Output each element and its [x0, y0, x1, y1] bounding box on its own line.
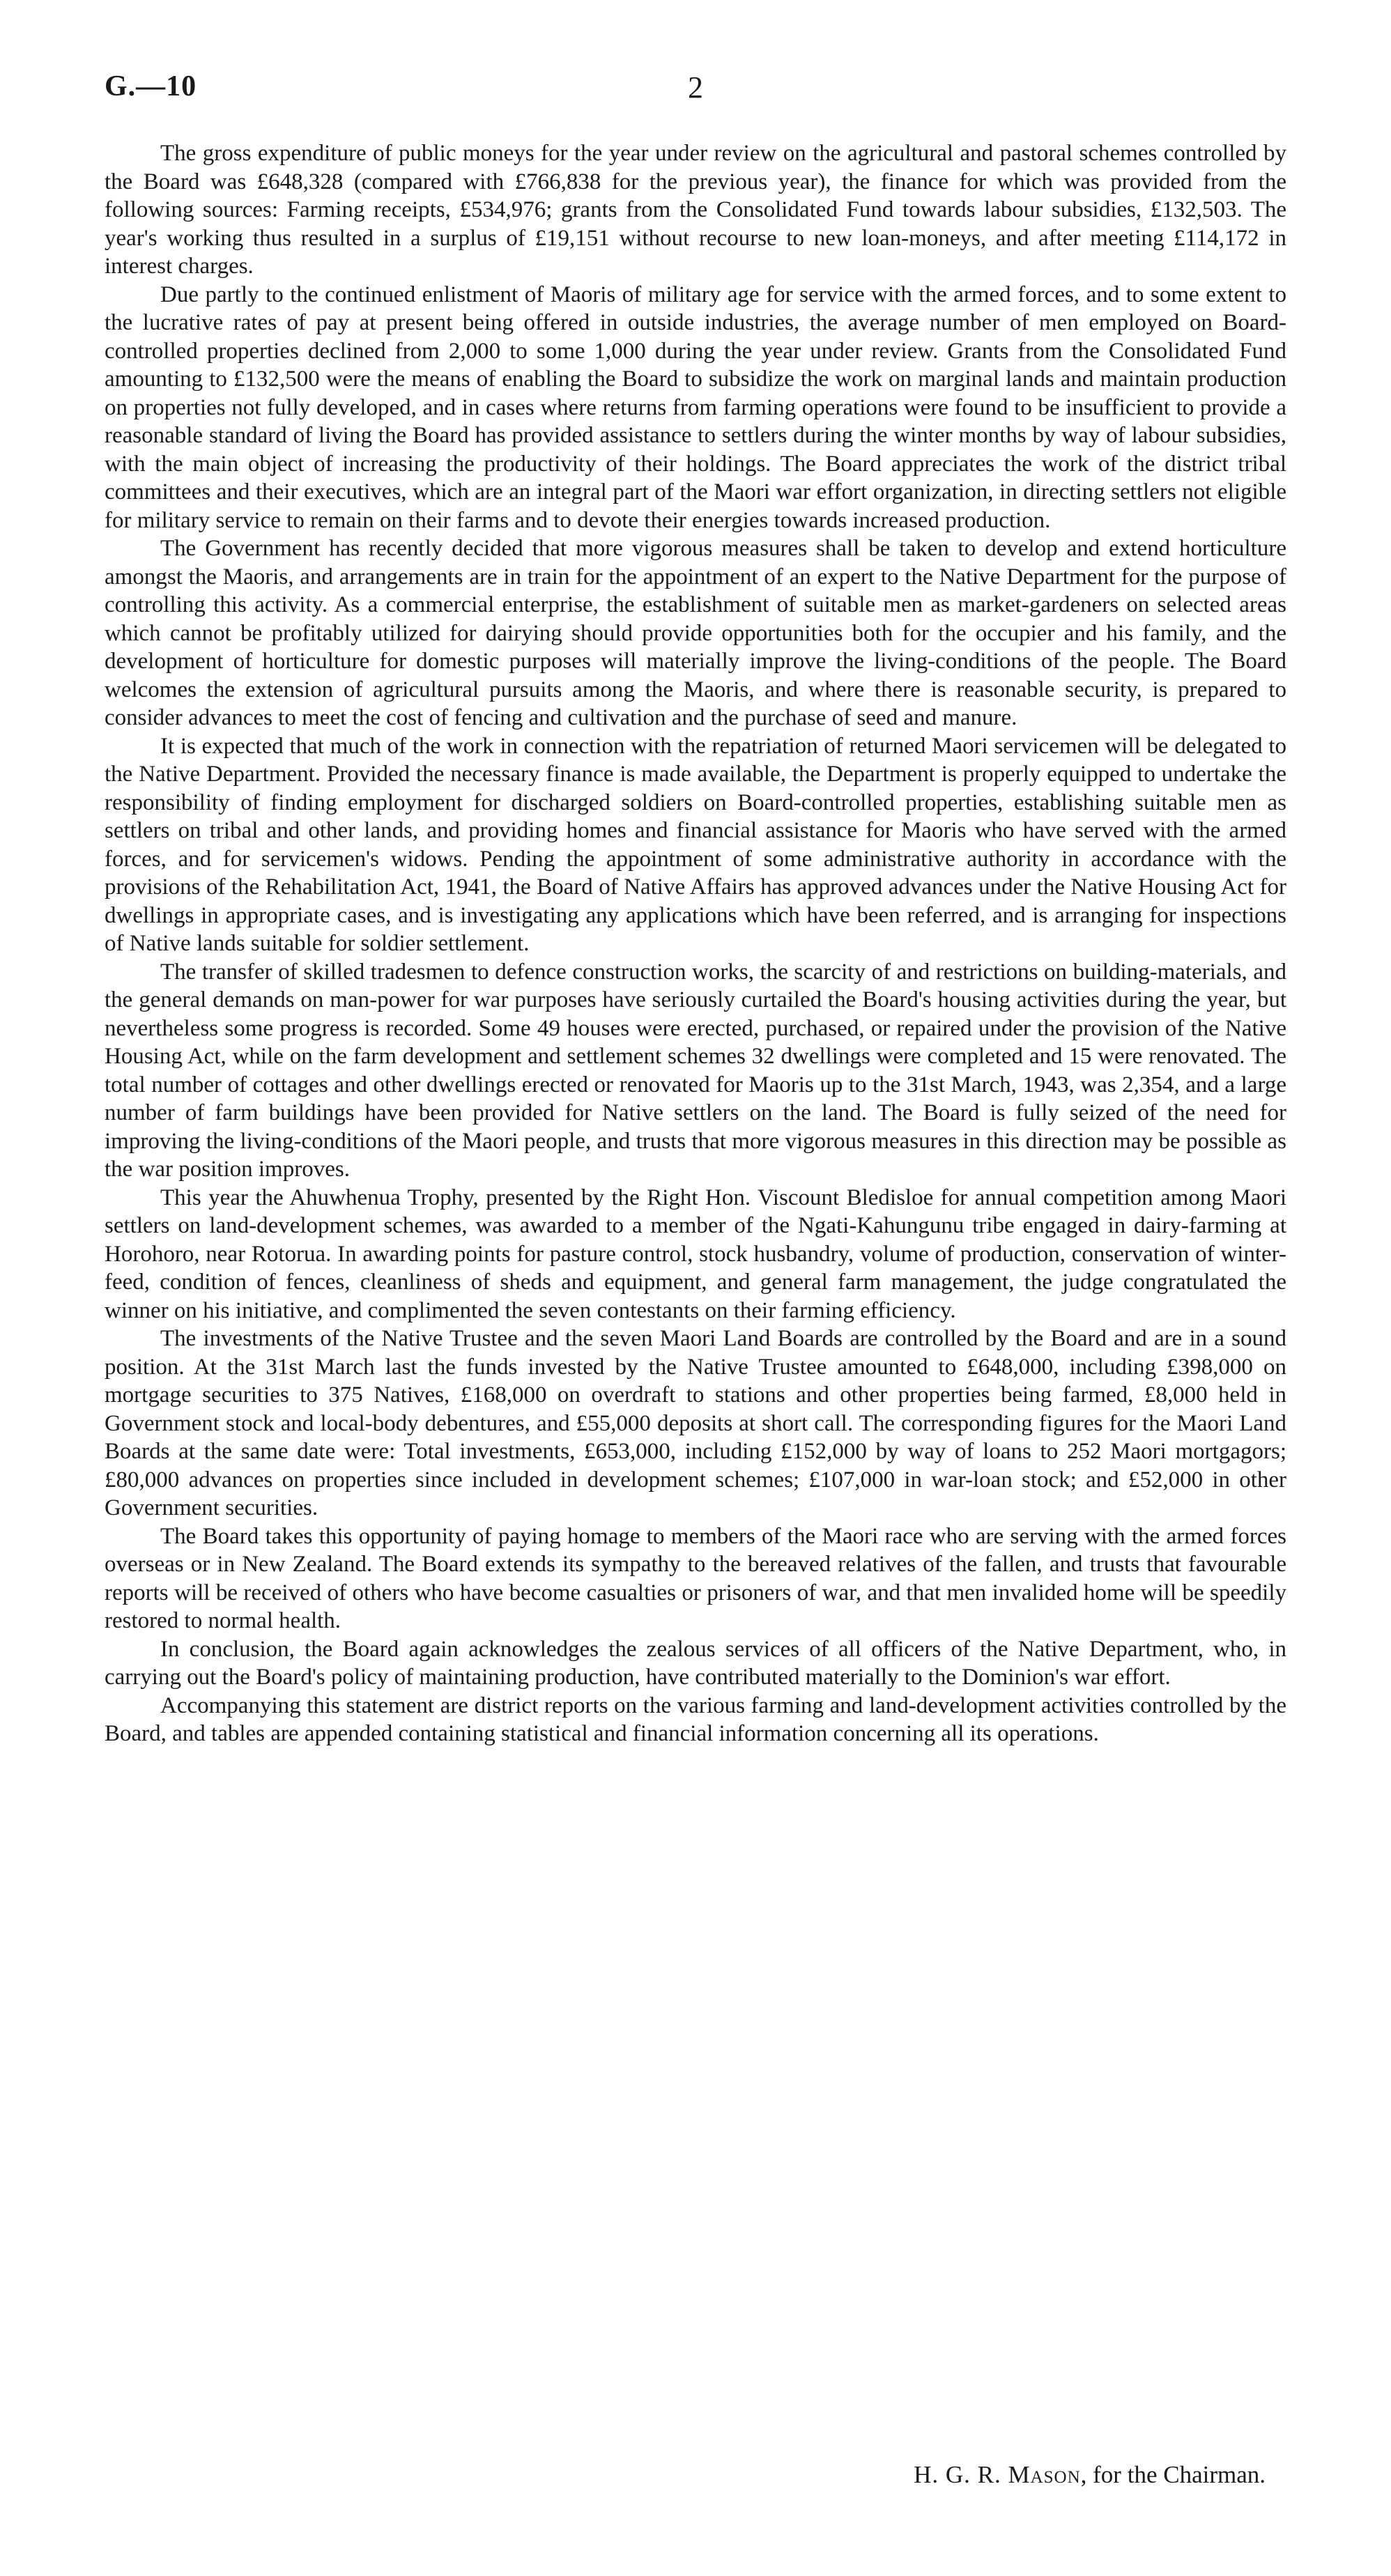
paragraph-labour: Due partly to the continued enlistment of Maoris of military age for service with the armed forces, and to some extent to the lucrative rates of pay at present being offered in outside industries, the average number of men employed on Board-controlled properties declined from 2,000 to some 1,000 during the year under review. Grants from the Consolidated Fund amounting to £132,500 were the means of enabling the Board to subsidize the work on marginal lands and maintain production on properties not fully developed, and in cases where returns from farming operations were found to be insufficient to provide a reasonable standard of living the Board has provided assistance to settlers during the winter months by way of labour subsidies, with the main object of increasing the productivity of their holdings. The Board appreciates the work of the district tribal committees and their executives, which are an integral part of the Maori war effort organization, in directing settlers not eligible for military service to remain on their farms and to devote their energies towards increased production.	[105, 281, 1286, 533]
paragraph-ahuwhenua-trophy: This year the Ahuwhenua Trophy, presented by the Right Hon. Viscount Bledisloe for annual competition among Maori settlers on land-development schemes, was awarded to a member of the Ngati-Kahungunu tribe engaged in dairy-farming at Horohoro, near Rotorua. In awarding points for pasture control, stock husbandry, volume of production, conservation of winter-feed, condition of fences, cleanliness of sheds and equipment, and general farm management, the judge congratulated the winner on his initiative, and complimented the seven contestants on their farming efficiency.	[105, 1185, 1286, 1323]
page-header	[105, 70, 1286, 111]
report-body	[105, 139, 1286, 1748]
signatory-name: H. G. R. Mason	[914, 2461, 1081, 2488]
paragraph-conclusion: In conclusion, the Board again acknowledges the zealous services of all officers of the Native Department, who, in carrying out the Board's policy of maintaining production, have contributed materially to the Dominion's war effort.	[105, 1636, 1286, 1690]
signatory-title: , for the Chairman.	[1080, 2461, 1266, 2488]
paragraph-horticulture: The Government has recently decided that more vigorous measures shall be taken to develop and extend horticulture amongst the Maoris, and arrangements are in train for the appointment of an expert to the Native Department for the purpose of controlling this activity. As a commercial enterprise, the establishment of suitable men as market-gardeners on selected areas which cannot be profitably utilized for dairying should provide opportunities both for the occupier and his family, and the development of horticulture for domestic purposes will materially improve the living-conditions of the people. The Board welcomes the extension of agricultural pursuits among the Maoris, and where there is reasonable security, is prepared to consider advances to meet the cost of fencing and cultivation and the purchase of seed and manure.	[105, 536, 1286, 730]
document-reference: G.—10	[105, 70, 197, 102]
paragraph-repatriation: It is expected that much of the work in connection with the repatriation of returned Maori servicemen will be delegated to the Native Department. Provided the necessary finance is made available, the Department is properly equipped to undertake the responsibility of finding employment for discharged soldiers on Board-controlled properties, establishing suitable men as settlers on tribal and other lands, and providing homes and financial assistance for Maoris who have served with the armed forces, and for servicemen's widows. Pending the appointment of some administrative authority in accordance with the provisions of the Rehabilitation Act, 1941, the Board of Native Affairs has approved advances under the Native Housing Act for dwellings in appropriate cases, and is investigating any applications which have been referred, and is arranging for inspections of Native lands suitable for soldier settlement.	[105, 733, 1286, 956]
paragraph-housing: The transfer of skilled tradesmen to defence construction works, the scarcity of and restrictions on building-materials, and the general demands on man-power for war purposes have seriously curtailed the Board's housing activities during the year, but nevertheless some progress is recorded. Some 49 houses were erected, purchased, or repaired under the provision of the Native Housing Act, while on the farm development and settlement schemes 32 dwellings were completed and 15 were renovated. The total number of cottages and other dwellings erected or renovated for Maoris up to the 31st March, 1943, was 2,354, and a large number of farm buildings have been provided for Native settlers on the land. The Board is fully seized of the need for improving the living-conditions of the Maori people, and trusts that more vigorous measures in this direction may be possible as the war position improves.	[105, 959, 1286, 1182]
paragraph-expenditure: The gross expenditure of public moneys for the year under review on the agricultural and pastoral schemes controlled by the Board was £648,328 (compared with £766,838 for the previous year), the finance for which was provided from the following sources: Farming receipts, £534,976; grants from the Consolidated Fund towards labour subsidies, £132,503. The year's working thus resulted in a surplus of £19,151 without recourse to new loan-moneys, and after meeting £114,172 in interest charges.	[105, 141, 1286, 279]
paragraph-homage: The Board takes this opportunity of paying homage to members of the Maori race who are serving with the armed forces overseas or in New Zealand. The Board extends its sympathy to the bereaved relatives of the fallen, and trusts that favourable reports will be received of others who have become casualties or prisoners of war, and that men invalided home will be speedily restored to normal health.	[105, 1523, 1286, 1633]
paragraph-investments: The investments of the Native Trustee and the seven Maori Land Boards are controlled by the Board and are in a sound position. At the 31st March last the funds invested by the Native Trustee amounted to £648,000, including £398,000 on mortgage securities to 375 Natives, £168,000 on overdraft to stations and other properties being farmed, £8,000 held in Government stock and local-body debentures, and £55,000 deposits at short call. The corresponding figures for the Maori Land Boards at the same date were: Total investments, £653,000, including £152,000 by way of loans to 252 Maori mortgagors; £80,000 advances on properties since included in development schemes; £107,000 in war-loan stock; and £52,000 in other Government securities.	[105, 1326, 1286, 1520]
paragraph-accompanying: Accompanying this statement are district reports on the various farming and land-development activities controlled by the Board, and tables are appended containing statistical and financial information concerning all its operations.	[105, 1692, 1286, 1746]
page-number: 2	[688, 70, 703, 105]
signature	[914, 2461, 1266, 2489]
